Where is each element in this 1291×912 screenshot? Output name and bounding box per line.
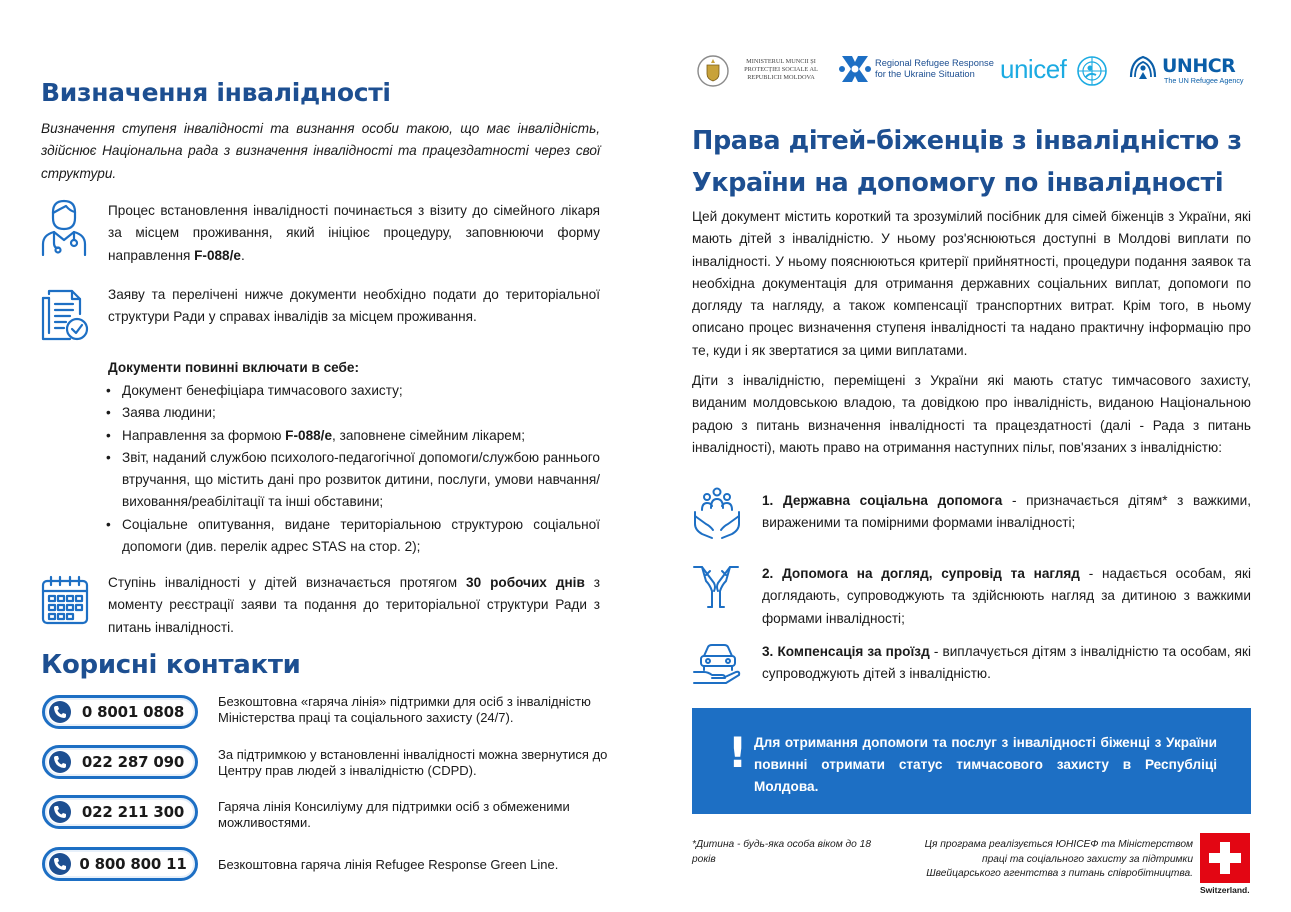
phone-icon (49, 853, 71, 875)
swiss-logo (1200, 833, 1251, 897)
unicef-globe-icon (1076, 55, 1108, 87)
coat-of-arms-icon (696, 52, 730, 90)
phone-pill-3[interactable] (42, 795, 198, 829)
program-note: Ця програма реалізується ЮНІСЕФ та Міністерством праці та соціального захисту за підтримки Швейцарського агентства з питань співробітництва. (924, 839, 1193, 879)
list-item: • Звіт, наданий службою психолого-педагогічної допомоги/службою раннього втручання, що містить дані про розвиток дитини, послуги, умови навчання/виховання/реабілітації та інші обставини; (106, 447, 600, 514)
ministry-name: MINISTERUL MUNCII ȘI PROTECȚIEI SOCIALE AL REPUBLICII MOLDOVA (744, 58, 818, 81)
document-check-icon (40, 288, 90, 342)
contact-description: За підтримкою у встановленні інвалідності можна звернутися до Центру прав людей з інвалідністю (CDPD). (218, 747, 608, 778)
rrr-emblem-icon (838, 52, 872, 86)
swiss-label: Switzerland. (1200, 885, 1250, 895)
overview-paragraph: Цей документ містить короткий та зрозумілий посібник для сімей біженців з України, які мають дітей з інвалідністю. У ньому роз'яснюються доступні в Молдові виплати по інвалідності. У ньому пояснюються критерії прийнятності, процедури подання заявок та необхідна документація для отримання державних соціальних виплат, допомоги по догляду та нагляду, а також компенсації транспортних витрат. Крім того, в ньому описано процес визначення ступеня інвалідності та надано практичну інформацію про те, куди і як звертатися за цими виплатами. (692, 209, 1251, 358)
ministry-logo (696, 52, 826, 90)
list-item: • Направлення за формою F-088/e, заповнене сімейним лікарем; (106, 425, 600, 447)
phone-icon (49, 701, 71, 723)
rrr-logo (838, 52, 994, 88)
phone-number: 022 211 300 (81, 803, 185, 821)
exclamation-icon: ! (728, 728, 748, 777)
calendar-icon (40, 574, 90, 626)
phone-number: 0 8001 0808 (81, 703, 185, 721)
caring-hands-icon (692, 563, 740, 611)
phone-number: 022 287 090 (81, 753, 185, 771)
unhcr-subtitle: The UN Refugee Agency (1164, 76, 1244, 85)
section-title-disability: Визначення інвалідності (41, 78, 391, 107)
documents-list (106, 380, 600, 558)
unhcr-wordmark: UNHCR (1162, 55, 1236, 77)
benefit-1: 1. Державна соціальна допомога - призначається дітям* з важкими, вираженими та помірними формами інвалідності; (762, 493, 1252, 531)
list-item: • Заява людини; (106, 402, 600, 424)
phone-icon (49, 751, 71, 773)
swiss-flag-icon (1200, 833, 1250, 883)
section-title-contacts: Корисні контакти (41, 650, 301, 680)
info-banner (692, 708, 1251, 814)
contact-description: Безкоштовна гаряча лінія Refugee Response Green Line. (218, 857, 559, 872)
benefit-2: 2. Допомога на догляд, супровід та нагляд - надається особам, які доглядають, супроводжують та здійснюють нагляд за дитиною з важкими формами інвалідності; (762, 566, 1251, 626)
rrr-name: Regional Refugee Response for the Ukraine Situation (875, 58, 994, 79)
list-item: • Соціальне опитування, видане територіальною структурою соціальної допомоги (див. перелік адрес STAS на стор. 2); (106, 514, 600, 559)
list-item: • Документ бенефіціара тимчасового захисту; (106, 380, 600, 402)
phone-pill-1[interactable] (42, 695, 198, 729)
car-hand-icon (692, 640, 742, 684)
banner-text: Для отримання допомоги та послуг з інвалідності біженці з України повинні отримати статус тимчасового захисту в Республіці Молдова. (754, 735, 1217, 794)
intro-paragraph: Визначення ступеня інвалідності та визнання особи такою, що має інвалідність, здійснює Національна рада з визначення інвалідності та працездатності через свої структури. (41, 121, 600, 181)
step1-text: Процес встановлення інвалідності починається з візиту до сімейного лікаря за місцем проживання, який ініціює процедуру, заповнюючи форму направлення F-088/e. (108, 203, 600, 263)
doctor-icon (40, 198, 88, 256)
benefit-3: 3. Компенсація за проїзд - виплачується дітям з інвалідністю та особам, які супроводжують дітей з інвалідністю. (762, 644, 1251, 682)
unicef-wordmark: unicef (1000, 54, 1067, 84)
eligibility-paragraph: Діти з інвалідністю, переміщені з України які мають статус тимчасового захисту, виданим молдовською владою, та довідкою про інвалідність, виданою Національною радою з питань визначення інвалідності та працездатності (далі - Рада з питань інвалідності), мають право на отримання наступних пільг, пов'язаних з інвалідністю: (692, 373, 1251, 455)
unhcr-emblem-icon (1127, 53, 1159, 85)
step2-text: Заяву та перелічені нижче документи необхідно подати до територіальної структури Ради у справах інвалідів за місцем проживання. (108, 287, 600, 325)
step3-text: Ступінь інвалідності у дітей визначається протягом 30 робочих днів з моменту реєстрації заяви та подання до територіальної структури Ради з питань інвалідності. (108, 575, 600, 635)
footnote: *Дитина - будь-яка особа віком до 18 років (692, 839, 871, 865)
phone-icon (49, 801, 71, 823)
contact-description: Гаряча лінія Консиліуму для підтримки осіб з обмеженими можливостями. (218, 799, 570, 830)
unhcr-logo (1127, 52, 1251, 88)
page-title: Права дітей-біженців з інвалідністю з України на допомогу по інвалідності (692, 126, 1242, 198)
hands-community-icon (692, 486, 742, 540)
unicef-logo (1000, 52, 1112, 88)
contact-description: Безкоштовна «гаряча лінія» підтримки для осіб з інвалідністю Міністерства праці та соціального захисту (24/7). (218, 694, 591, 725)
phone-pill-2[interactable] (42, 745, 198, 779)
phone-number: 0 800 800 11 (79, 855, 187, 873)
documents-heading: Документи повинні включати в себе: (108, 360, 360, 375)
phone-pill-4[interactable] (42, 847, 198, 881)
